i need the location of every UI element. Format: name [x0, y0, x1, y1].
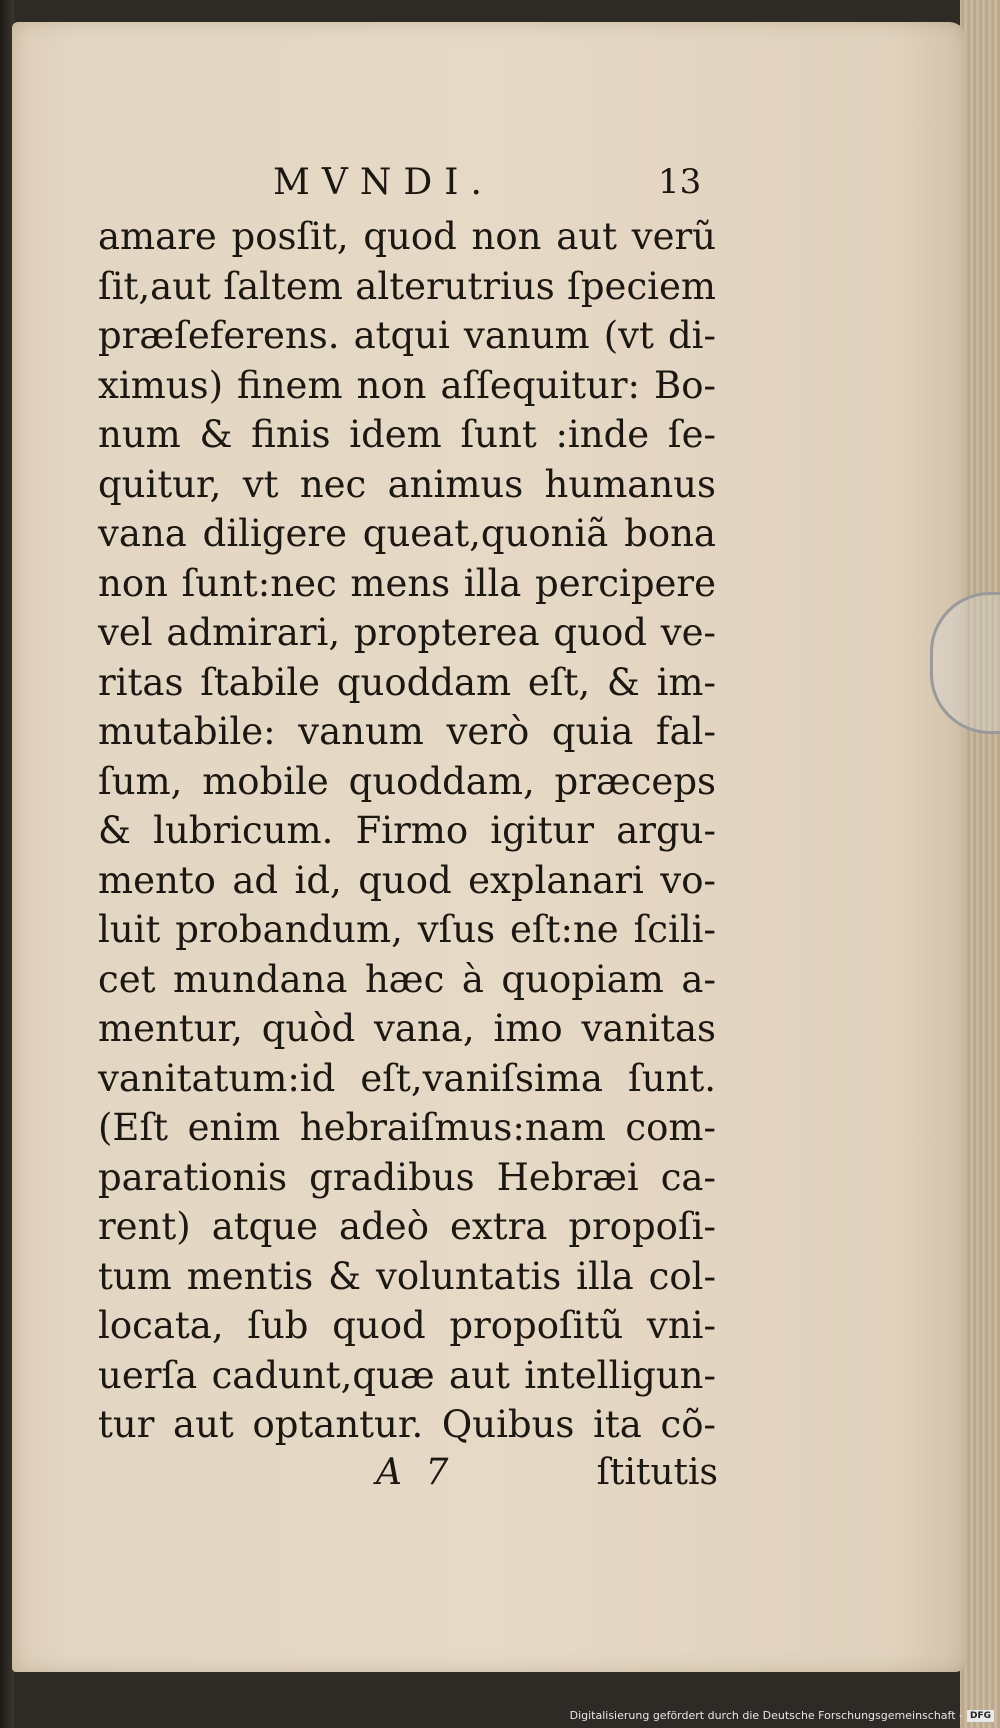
digitization-credit	[570, 1709, 994, 1722]
body-text	[98, 212, 718, 1450]
text-line: mutabile: vanum verò quia fal-	[98, 710, 716, 753]
text-line: ximus) finem non aſſequitur: Bo-	[98, 363, 716, 407]
text-line: luit probandum, vſus eſt:ne ſcili-	[98, 908, 716, 951]
text-line: rent) atque adeò extra propoſi-	[98, 1205, 716, 1248]
text-line: cet mundana hæc à quopiam a-	[98, 957, 716, 1001]
text-line: præſeferens. atqui vanum (vt di-	[98, 314, 716, 357]
text-line: mentur, quòd vana, imo vanitas	[98, 1007, 716, 1050]
page-footer	[98, 1452, 718, 1507]
text-block	[98, 162, 718, 1507]
text-line: & lubricum. Firmo igitur argu-	[98, 809, 716, 852]
text-line: parationis gradibus Hebræi ca-	[98, 1155, 716, 1199]
text-line: num & finis idem ſunt :inde ſe-	[98, 413, 716, 456]
credit-text: Digitalisierung gefördert durch die Deutsche Forschungsgemeinschaft -	[569, 1709, 963, 1722]
text-line: ſum, mobile quoddam, præceps	[98, 759, 716, 803]
text-line: vel admirari, propterea quod ve-	[98, 611, 716, 654]
page-number: 13	[658, 162, 702, 202]
text-line: tum mentis & voluntatis illa col-	[98, 1254, 716, 1298]
text-line: vanitatum:id eſt,vaniſsima ſunt.	[98, 1056, 716, 1100]
text-line: vana diligere queat,quoniã bona	[98, 512, 716, 555]
text-line: tur aut optantur. Quibus ita cõ-	[98, 1403, 716, 1446]
text-line: amare posſit, quod non aut verũ	[98, 215, 716, 258]
text-line: non ſunt:nec mens illa percipere	[98, 561, 716, 605]
book-page	[12, 22, 967, 1672]
signature-mark: A 7	[376, 1451, 455, 1493]
text-line: quitur, vt nec animus humanus	[98, 462, 716, 506]
running-head: MVNDI.	[273, 162, 494, 203]
page-header	[98, 162, 718, 212]
text-line: locata, ſub quod propoſitũ vni-	[98, 1304, 716, 1347]
text-line: mento ad id, quod explanari vo-	[98, 858, 716, 902]
text-line: ritas ſtabile quoddam eſt, & im-	[98, 660, 716, 704]
dfg-logo: DFG	[967, 1710, 994, 1722]
text-line: (Eſt enim hebraiſmus:nam com-	[98, 1106, 716, 1149]
text-line: ſit,aut ſaltem alterutrius ſpeciem	[98, 264, 716, 308]
text-line: uerſa cadunt,quæ aut intelligun-	[98, 1353, 716, 1397]
catchword: ſtitutis	[596, 1451, 718, 1493]
